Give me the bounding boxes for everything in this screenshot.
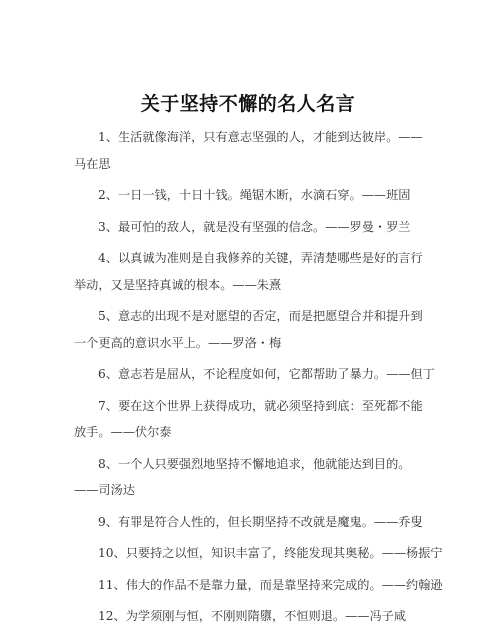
quote-item-7: 7、要在这个世界上获得成功，就必须坚持到底：至死都不能放手。——伏尔泰 xyxy=(74,398,423,439)
page-title: 关于坚持不懈的名人名言 xyxy=(140,92,356,115)
quote-item-6: 6、意志若是屈从，不论程度如何，它都帮助了暴力。——但丁 xyxy=(98,367,435,381)
quote-item-9: 9、有罪是符合人性的，但长期坚持不改就是魔鬼。——乔叟 xyxy=(98,514,423,529)
quote-item-11: 11、伟大的作品不是靠力量，而是靠坚持来完成的。——约翰逊 xyxy=(98,577,443,592)
quote-item-2: 2、一日一钱，十日十钱。绳锯木断，水滴石穿。——班固 xyxy=(98,188,411,202)
quote-item-4: 4、以真诚为准则是自我修养的关键，弄清楚哪些是好的言行举动，又是坚持真诚的根本。——朱熹 xyxy=(74,251,423,292)
quote-item-8: 8、一个人只要强烈地坚持不懈地追求，他就能达到目的。——司汤达 xyxy=(74,456,411,497)
quote-item-1: 1、生活就像海洋，只有意志坚强的人，才能到达彼岸。——马在思 xyxy=(74,130,423,171)
quote-item-3: 3、最可怕的敌人，就是没有坚强的信念。——罗曼・罗兰 xyxy=(98,219,411,234)
quote-item-5: 5、意志的出现不是对愿望的否定，而是把愿望合并和提升到一个更高的意识水平上。——罗洛・梅 xyxy=(74,309,423,350)
quote-item-10: 10、只要持之以恒，知识丰富了，终能发现其奥秘。——杨振宁 xyxy=(98,546,443,560)
quote-list xyxy=(74,124,443,635)
quote-item-12: 12、为学须刚与恒，不刚则隋隳，不恒则退。——冯子咸 xyxy=(98,609,407,623)
